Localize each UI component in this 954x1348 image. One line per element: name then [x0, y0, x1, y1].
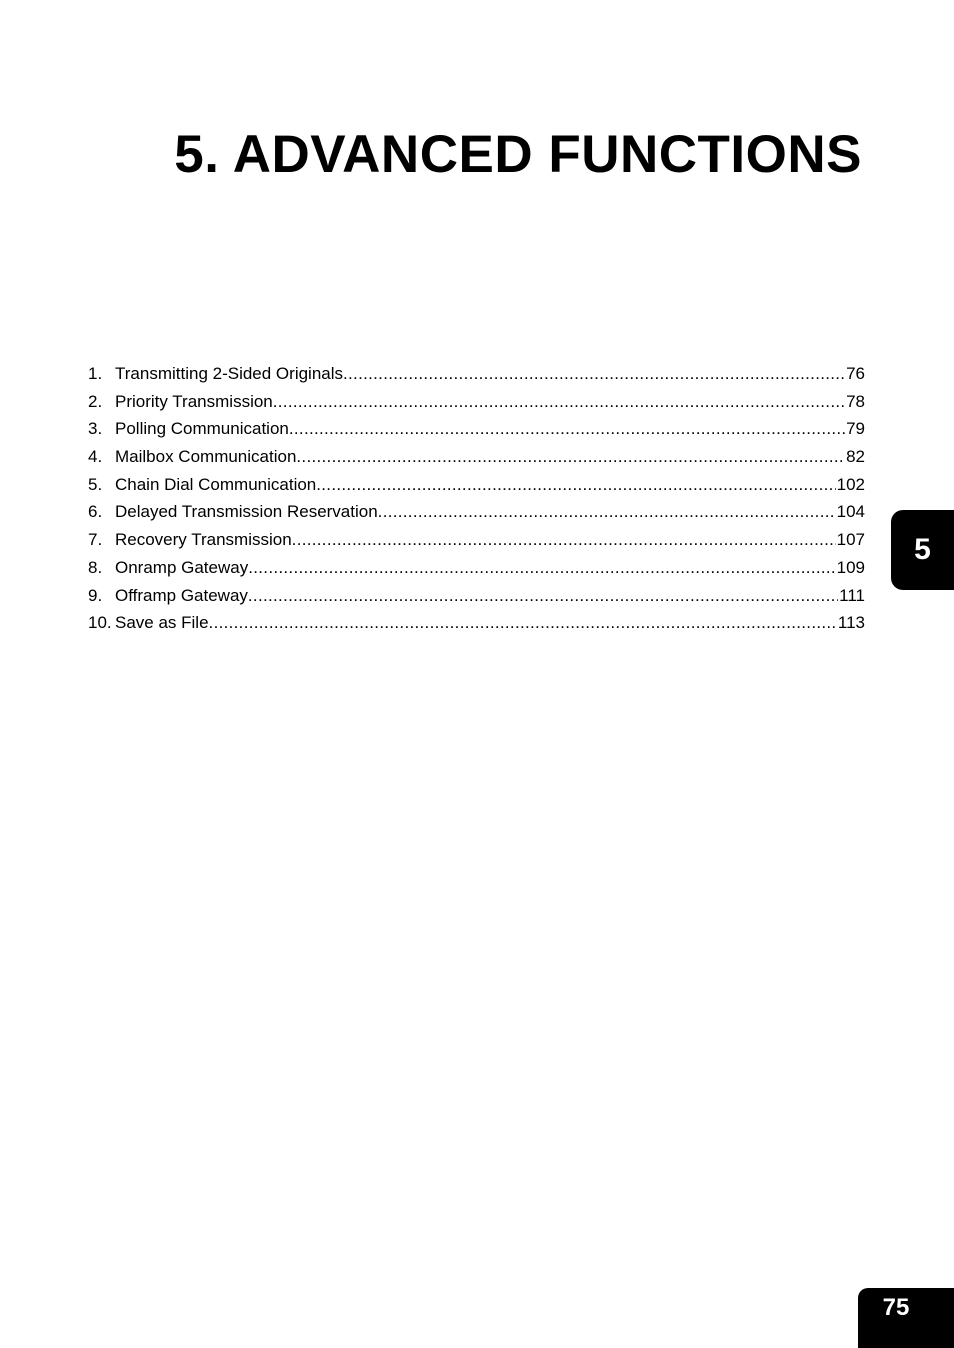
toc-item[interactable]: [88, 554, 865, 582]
toc-item[interactable]: [88, 609, 865, 637]
toc-item-number: 8.: [88, 557, 103, 577]
toc-item-page: 102: [836, 474, 865, 494]
toc-item-label: Chain Dial Communication: [115, 474, 317, 494]
toc-item[interactable]: [88, 443, 865, 471]
toc-item-number: 2.: [88, 391, 103, 411]
toc-dot-leader: [248, 582, 838, 610]
toc-item-number: 4.: [88, 447, 103, 467]
toc-item[interactable]: [88, 388, 865, 416]
toc-item-page: 79: [846, 419, 865, 439]
chapter-title: 5. ADVANCED FUNCTIONS: [174, 125, 862, 184]
toc-item-page: 104: [836, 502, 865, 522]
toc-item-label: Priority Transmission: [115, 391, 273, 411]
toc-dot-leader: [378, 498, 836, 526]
toc-item-number: 10.: [88, 613, 112, 633]
toc-dot-leader: [289, 415, 845, 443]
toc-item[interactable]: [88, 498, 865, 526]
toc-item-number: 7.: [88, 530, 103, 550]
toc-item-label: Recovery Transmission: [115, 530, 292, 550]
toc-item-page: 107: [836, 530, 865, 550]
chapter-tab: 5: [891, 510, 954, 590]
toc-dot-leader: [209, 609, 837, 637]
toc-item-number: 9.: [88, 585, 103, 605]
toc-item-page: 109: [836, 557, 865, 577]
toc-item-label: Mailbox Communication: [115, 447, 297, 467]
table-of-contents: [88, 360, 865, 637]
toc-item-page: 111: [839, 585, 865, 605]
page-number: 75: [858, 1288, 954, 1348]
toc-item-label: Onramp Gateway: [115, 557, 249, 577]
toc-dot-leader: [292, 526, 836, 554]
toc-item-label: Polling Communication: [115, 419, 289, 439]
toc-item-label: Delayed Transmission Reservation: [115, 502, 378, 522]
toc-dot-leader: [273, 388, 845, 416]
toc-item[interactable]: [88, 526, 865, 554]
toc-item-label: Offramp Gateway: [115, 585, 248, 605]
toc-item-number: 5.: [88, 474, 103, 494]
toc-item-label: Transmitting 2-Sided Originals: [115, 364, 344, 383]
toc-item-label: Save as File: [115, 613, 209, 633]
toc-dot-leader: [248, 554, 835, 582]
toc-item-page: 113: [837, 613, 865, 633]
toc-item-number: 3.: [88, 419, 103, 439]
toc-item[interactable]: [88, 582, 865, 610]
toc-item-page: 78: [846, 391, 865, 411]
toc-item[interactable]: [88, 471, 865, 499]
toc-item[interactable]: [88, 415, 865, 443]
toc-item[interactable]: [88, 360, 865, 388]
toc-item-number: 1.: [88, 364, 103, 383]
toc-dot-leader: [316, 471, 835, 499]
toc-item-page: 82: [846, 447, 865, 467]
toc-dot-leader: [296, 443, 845, 471]
toc-dot-leader: [343, 360, 845, 388]
toc-item-number: 6.: [88, 502, 103, 522]
toc-item-page: 76: [846, 364, 865, 383]
